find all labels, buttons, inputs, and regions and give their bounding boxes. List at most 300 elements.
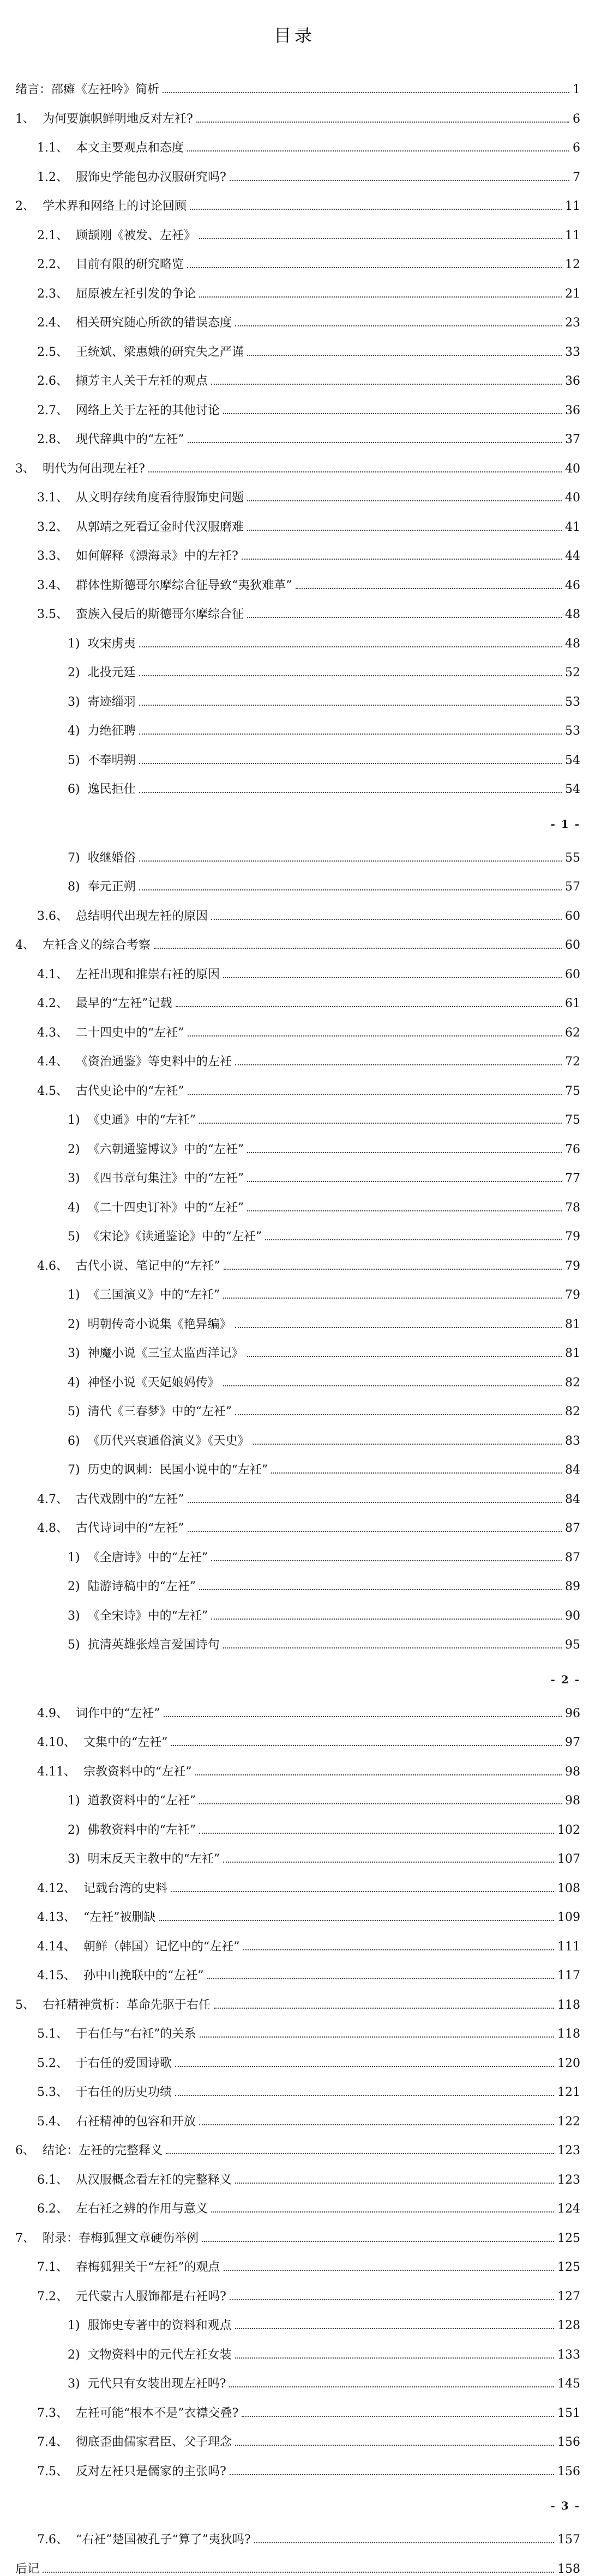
- toc-entry: [15, 1993, 580, 2011]
- toc-entry-page: 53: [565, 724, 580, 738]
- toc-entry-page: 21: [565, 287, 580, 301]
- toc-entry-title: 附录：春梅狐狸文章硬伤举例: [43, 2231, 199, 2245]
- toc-entry-title: 神怪小说《天妃娘妈传》: [87, 1375, 220, 1390]
- toc-entry-page: 156: [557, 2464, 580, 2478]
- dot-leader: [199, 1833, 554, 1834]
- toc-entry: [68, 1108, 580, 1126]
- toc-entry-number: 4.14、: [37, 1939, 76, 1954]
- toc-entry-number: 3.6、: [37, 909, 68, 923]
- toc-entry-page: 98: [565, 1765, 580, 1779]
- toc-entry-page: 53: [565, 695, 580, 709]
- toc-entry-number: 6.2、: [37, 2202, 68, 2216]
- toc-entry-title: 力绝征聘: [87, 724, 136, 738]
- toc-entry-title: 结论：左衽的完整释义: [43, 2144, 163, 2157]
- toc-entry-title: 顾颉刚《被发、左衽》: [76, 228, 196, 243]
- toc-entry-number: 2): [68, 1142, 80, 1156]
- dot-leader: [154, 948, 562, 949]
- toc-entry-page: 125: [557, 2231, 580, 2245]
- toc-entry-number: 3.5、: [37, 608, 68, 621]
- toc-entry-number: 2): [68, 1580, 80, 1593]
- toc-entry-title: 绪言：邵瘫《左衽吟》简析: [15, 83, 160, 96]
- toc-entry: [68, 748, 580, 767]
- toc-entry-page: 156: [557, 2435, 580, 2449]
- toc-entry: [68, 777, 580, 796]
- toc-entry-number: 6): [68, 783, 80, 796]
- toc-entry-title: 从文明存续角度看待服饰史问题: [76, 491, 244, 505]
- dot-leader: [247, 1210, 562, 1211]
- toc-entry-number: 5.2、: [37, 2056, 68, 2070]
- toc-entry-number: 3.3、: [37, 549, 68, 563]
- toc-entry-number: 2): [68, 2348, 80, 2362]
- toc-entry-title: 古代小说、笔记中的“左衽”: [76, 1259, 220, 1273]
- toc-entry-page: 7: [573, 170, 580, 184]
- toc-entry-title: 《三国演义》中的“左衽”: [87, 1288, 220, 1302]
- toc-entry-title: 从郭靖之死看辽金时代汉服磨难: [76, 520, 244, 534]
- toc-entry-title: 如何解释《漂海录》中的左衽?: [76, 549, 238, 563]
- toc-entry: [37, 1079, 580, 1098]
- toc-entry: [37, 2430, 580, 2448]
- dot-leader: [211, 1560, 562, 1561]
- toc-entry: [68, 2372, 580, 2390]
- toc-entry-page: 46: [565, 578, 580, 592]
- toc-entry-page: 60: [565, 967, 580, 981]
- toc-entry-number: 3): [68, 1172, 80, 1185]
- toc-entry-title: 最早的“左衽”记载: [76, 997, 172, 1010]
- toc-entry-page: 81: [565, 1317, 580, 1331]
- dot-leader: [235, 1064, 562, 1065]
- toc-entry-page: 117: [557, 1969, 580, 1983]
- toc-entry-page: 82: [565, 1375, 580, 1390]
- dot-leader: [247, 617, 562, 618]
- toc-entry-number: 5.1、: [37, 2027, 68, 2041]
- dot-leader: [247, 355, 562, 356]
- toc-entry-number: 6): [68, 1434, 80, 1448]
- toc-entry-number: 8): [68, 880, 80, 894]
- toc-entry: [68, 875, 580, 893]
- toc-entry-page: 158: [557, 2562, 580, 2576]
- toc-entry-page: 125: [557, 2260, 580, 2274]
- toc-entry: [37, 1516, 580, 1535]
- toc-entry-title: 明朝传奇小说集《艳异编》: [87, 1317, 232, 1331]
- toc-entry-page: 48: [565, 608, 580, 621]
- toc-entry-number: 3): [68, 1609, 80, 1623]
- toc-entry-title: 反对左衽只是儒家的主张吗?: [76, 2464, 226, 2478]
- toc-entry-number: 7.6、: [37, 2533, 68, 2547]
- dot-leader: [223, 1385, 562, 1386]
- toc-entry-number: 4): [68, 724, 80, 738]
- dot-leader: [190, 209, 562, 210]
- toc-entry-page: 151: [557, 2406, 580, 2420]
- toc-entry-title: 从汉服概念看左衽的完整释义: [76, 2173, 232, 2187]
- toc-entry: [15, 2138, 580, 2157]
- toc-entry-page: 128: [557, 2319, 580, 2332]
- toc-entry-page: 127: [557, 2289, 580, 2304]
- toc-entry-number: 2.5、: [37, 345, 68, 359]
- toc-entry-number: 7): [68, 851, 80, 865]
- toc-entry: [37, 486, 580, 504]
- toc-entry-page: 52: [565, 666, 580, 680]
- toc-entry: [68, 846, 580, 864]
- toc-entry: [37, 223, 580, 242]
- dot-leader: [223, 1298, 562, 1299]
- toc-entry: [68, 1196, 580, 1214]
- dot-leader: [211, 919, 562, 920]
- toc-entry-title: 北投元廷: [87, 666, 136, 680]
- dot-leader: [235, 2328, 554, 2329]
- toc-entry-number: 3): [68, 1852, 80, 1866]
- toc-entry-page: 78: [565, 1201, 580, 1215]
- toc-entry-page: 108: [557, 1881, 580, 1895]
- toc-entry-title: 总结明代出现左衽的原因: [76, 909, 208, 923]
- dot-leader: [195, 1774, 562, 1775]
- dot-leader: [214, 2008, 554, 2009]
- toc-entry-title: 撷芳主人关于左衽的观点: [76, 374, 208, 388]
- toc-entry-number: 2.8、: [37, 433, 68, 446]
- toc-entry-page: 36: [565, 374, 580, 388]
- toc-entry-page: 48: [565, 637, 580, 651]
- toc-entry: [68, 660, 580, 679]
- toc-entry-number: 4.5、: [37, 1084, 68, 1098]
- toc-entry-number: 5): [68, 1405, 80, 1419]
- toc-entry-page: 89: [565, 1580, 580, 1593]
- toc-entry-page: 1: [573, 83, 580, 96]
- toc-entry: [37, 340, 580, 359]
- toc-entry-number: 5、: [15, 1998, 35, 2012]
- dot-leader: [175, 2095, 554, 2096]
- toc-entry: [37, 544, 580, 562]
- toc-entry-page: 118: [557, 1998, 580, 2012]
- toc-entry-title: 元代蒙古人服饰都是右衽吗?: [76, 2289, 226, 2304]
- toc-entry: [37, 1876, 580, 1895]
- toc-entry-number: 2、: [15, 199, 35, 213]
- toc-entry-title: 不奉明朔: [87, 753, 136, 767]
- toc-entry: [68, 1283, 580, 1301]
- toc-entry: [37, 369, 580, 387]
- toc-entry: [68, 1818, 580, 1836]
- dot-leader: [187, 150, 569, 151]
- toc-entry-page: 11: [565, 199, 580, 213]
- toc-entry-number: 4.4、: [37, 1055, 68, 1069]
- dot-leader: [175, 2066, 554, 2067]
- toc-entry-number: 3.1、: [37, 491, 68, 505]
- page-number-marker: - 2 -: [550, 1672, 580, 1686]
- toc-entry-number: 4.11、: [37, 1765, 76, 1779]
- dot-leader: [247, 1152, 562, 1153]
- toc-entry: [37, 2022, 580, 2040]
- toc-entry: [37, 1701, 580, 1720]
- toc-entry-number: 1): [68, 1794, 80, 1808]
- toc-entry: [37, 2110, 580, 2128]
- dot-leader: [229, 2386, 554, 2387]
- toc-entry-title: “左衽”被删缺: [83, 1911, 156, 1924]
- dot-leader: [242, 2416, 554, 2417]
- toc-entry: [15, 77, 580, 96]
- dot-leader: [171, 1745, 562, 1746]
- toc-entry-number: 1.1、: [37, 141, 68, 155]
- toc-entry-number: 7.2、: [37, 2289, 68, 2304]
- toc-entry-page: 95: [565, 1638, 580, 1652]
- toc-entry: [37, 904, 580, 923]
- toc-entry-page: 111: [557, 1939, 580, 1954]
- dot-leader: [271, 1472, 562, 1474]
- toc-entry: [37, 2080, 580, 2099]
- dot-leader: [200, 2036, 555, 2038]
- toc-entry-number: 3): [68, 2377, 80, 2391]
- dot-leader: [223, 1647, 562, 1648]
- toc-entry: [68, 632, 580, 650]
- toc-entry-page: 124: [557, 2202, 580, 2216]
- toc-entry: [68, 2313, 580, 2332]
- toc-entry: [37, 136, 580, 154]
- toc-entry-page: 77: [565, 1172, 580, 1185]
- toc-entry-number: 4): [68, 1375, 80, 1390]
- toc-entry-title: 清代《三春梦》中的“左衽”: [87, 1405, 232, 1419]
- toc-entry-title: 二十四史中的“左衽”: [76, 1026, 184, 1040]
- toc-entry-number: 5.3、: [37, 2086, 68, 2099]
- page-title: 目录: [273, 25, 315, 46]
- dot-leader: [247, 1181, 562, 1182]
- toc-entry-number: 6、: [15, 2144, 35, 2157]
- toc-entry-page: 79: [565, 1259, 580, 1273]
- toc-entry-number: 2.7、: [37, 403, 68, 417]
- toc-entry-title: 词作中的“左衽”: [76, 1706, 160, 1720]
- dot-leader: [139, 792, 562, 793]
- toc-entry-page: 6: [573, 112, 580, 126]
- toc-entry-title: 春梅狐狸关于“左衽”的观点: [76, 2260, 220, 2274]
- toc-entry: [37, 1487, 580, 1506]
- toc-entry-number: 4): [68, 1201, 80, 1215]
- toc-entry: [37, 2168, 580, 2186]
- toc-entry-page: 97: [565, 1736, 580, 1749]
- toc-entry-title: 王统斌、梁惠娥的研究失之严谨: [76, 345, 244, 359]
- toc-entry-title: 于右任与“右衽”的关系: [76, 2027, 196, 2041]
- toc-entry: [37, 1905, 580, 1924]
- toc-entry-number: 4.7、: [37, 1492, 68, 1506]
- toc-entry-number: 1): [68, 1550, 80, 1565]
- toc-entry-title: 《二十四史订补》中的“左衽”: [87, 1201, 244, 1215]
- toc-entry-number: 3.4、: [37, 578, 68, 592]
- toc-entry-number: 5): [68, 1230, 80, 1244]
- toc-entry-title: 后记: [15, 2562, 40, 2576]
- toc-entry: [68, 1604, 580, 1622]
- toc-entry: [68, 690, 580, 708]
- toc-entry-page: 123: [557, 2144, 580, 2157]
- toc-entry: [68, 1545, 580, 1564]
- dot-leader: [223, 1862, 554, 1863]
- toc-entry: [37, 427, 580, 446]
- dot-leader: [43, 2572, 554, 2573]
- toc-entry: [37, 515, 580, 534]
- dot-leader: [235, 2183, 554, 2184]
- toc-entry: [68, 1789, 580, 1807]
- toc-entry-title: 道教资料中的“左衽”: [87, 1794, 196, 1808]
- toc-entry-page: 6: [573, 141, 580, 155]
- toc-entry-page: 82: [565, 1405, 580, 1419]
- toc-entry-title: 孙中山挽联中的“左衽”: [83, 1969, 204, 1983]
- toc-entry-page: 120: [557, 2056, 580, 2070]
- toc-entry-title: 明代为何出现左衽?: [43, 462, 145, 476]
- toc-entry-title: “右衽”楚国被孔子“算了”夷狄吗?: [76, 2533, 251, 2547]
- toc-entry-title: 元代只有女装出现左衽吗?: [87, 2377, 226, 2391]
- toc-entry-title: 《六朝通鉴博议》中的“左衽”: [87, 1142, 244, 1156]
- toc-entry-number: 1、: [15, 112, 35, 126]
- toc-entry-page: 57: [565, 880, 580, 894]
- toc-entry-number: 4.9、: [37, 1706, 68, 1720]
- toc-entry: [37, 2284, 580, 2303]
- toc-entry: [37, 2051, 580, 2070]
- dot-leader: [230, 180, 569, 181]
- toc-entry-page: 84: [565, 1492, 580, 1506]
- toc-entry-number: 7.3、: [37, 2406, 68, 2420]
- toc-entry-title: 神魔小说《三宝太监西洋记》: [87, 1347, 244, 1360]
- toc-entry-title: 本文主要观点和态度: [76, 141, 184, 155]
- toc-entry-page: 123: [557, 2173, 580, 2187]
- dot-leader: [188, 442, 562, 443]
- dot-leader: [199, 238, 562, 239]
- toc-entry-page: 133: [557, 2348, 580, 2362]
- toc-entry-number: 5): [68, 753, 80, 767]
- toc-entry-number: 4.1、: [37, 967, 68, 981]
- toc-entry-title: 古代诗词中的“左衽”: [76, 1522, 184, 1535]
- toc-entry-page: 40: [565, 491, 580, 505]
- dot-leader: [176, 1006, 562, 1007]
- dot-leader: [235, 325, 562, 326]
- toc-entry-page: 72: [565, 1055, 580, 1069]
- toc-entry: [37, 398, 580, 417]
- dot-leader: [211, 1619, 562, 1620]
- dot-leader: [235, 2445, 554, 2446]
- toc-entry-number: 7): [68, 1463, 80, 1477]
- toc-entry-number: 4.2、: [37, 997, 68, 1010]
- toc-entry-title: 《史通》中的“左衽”: [87, 1113, 196, 1127]
- toc-entry-title: 服饰史专著中的资料和观点: [87, 2319, 232, 2332]
- toc-entry-page: 54: [565, 783, 580, 796]
- toc-entry-number: 4.10、: [37, 1736, 76, 1749]
- toc-entry-number: 4.8、: [37, 1522, 68, 1535]
- toc-entry-number: 1): [68, 2319, 80, 2332]
- dot-leader: [247, 530, 562, 531]
- toc-entry-number: 2): [68, 1317, 80, 1331]
- toc-entry-title: 逸民拒仕: [87, 783, 136, 796]
- toc-entry-title: 目前有限的研究略览: [76, 258, 184, 271]
- toc-entry-title: 朝鲜（韩国）记忆中的“左衽”: [83, 1939, 240, 1954]
- toc-entry-title: 宗教资料中的“左衽”: [83, 1765, 192, 1779]
- toc-entry-page: 44: [565, 549, 580, 563]
- dot-leader: [235, 2357, 554, 2359]
- toc-entry-title: 学术界和网络上的讨论回顾: [43, 199, 187, 213]
- dot-leader: [199, 1589, 562, 1590]
- toc-entry-title: 《全宋诗》中的“左衽”: [87, 1609, 208, 1623]
- toc-entry-number: 5.4、: [37, 2114, 68, 2129]
- toc-entry-page: 23: [565, 316, 580, 330]
- dot-leader: [139, 860, 562, 862]
- toc-entry-page: 122: [557, 2114, 580, 2129]
- toc-entry-number: 4.15、: [37, 1969, 76, 1983]
- toc-entry-title: 为何要旗帜鲜明地反对左衽?: [43, 112, 193, 126]
- toc-entry-page: 37: [565, 433, 580, 446]
- toc-entry-page: 81: [565, 1347, 580, 1360]
- toc-entry: [37, 2527, 580, 2546]
- toc-entry: [37, 1963, 580, 1982]
- dot-leader: [199, 1123, 562, 1124]
- toc-entry: [37, 282, 580, 300]
- toc-entry-title: 奉元正朔: [87, 880, 136, 894]
- toc-entry-page: 79: [565, 1230, 580, 1244]
- toc-entry-title: 陆游诗稿中的“左衽”: [87, 1580, 196, 1593]
- toc-entry: [37, 962, 580, 981]
- toc-entry-page: 90: [565, 1609, 580, 1623]
- toc-entry-page: 40: [565, 462, 580, 476]
- toc-entry: [68, 1166, 580, 1185]
- toc-entry-number: 1): [68, 1113, 80, 1127]
- toc-entry: [37, 2401, 580, 2420]
- toc-entry: [15, 107, 580, 125]
- toc-entry-page: 60: [565, 938, 580, 952]
- toc-entry: [15, 2226, 580, 2245]
- dot-leader: [223, 977, 562, 978]
- dot-leader: [243, 1949, 555, 1950]
- dot-leader: [230, 2299, 554, 2300]
- toc-entry: [68, 1633, 580, 1651]
- toc-entry-number: 3): [68, 695, 80, 709]
- toc-entry-title: 寄迹缁羽: [87, 695, 136, 709]
- dot-leader: [265, 1239, 562, 1240]
- dot-leader: [148, 471, 562, 472]
- toc-entry-page: 11: [565, 228, 580, 243]
- toc-entry-number: 4.6、: [37, 1259, 68, 1273]
- dot-leader: [166, 2153, 554, 2154]
- toc-entry-page: 54: [565, 753, 580, 767]
- toc-entry-page: 118: [557, 2027, 580, 2041]
- toc-entry-title: 《全唐诗》中的“左衽”: [87, 1550, 208, 1565]
- dot-leader: [207, 1978, 555, 1979]
- toc-entry-page: 157: [557, 2533, 580, 2547]
- toc-entry-page: 145: [557, 2377, 580, 2391]
- toc-entry: [37, 991, 580, 1010]
- toc-entry: [68, 719, 580, 737]
- toc-entry-page: 75: [565, 1084, 580, 1098]
- dot-leader: [139, 675, 562, 676]
- toc-entry-page: 41: [565, 520, 580, 534]
- toc-entry: [37, 311, 580, 329]
- toc-entry-page: 87: [565, 1550, 580, 1565]
- dot-leader: [202, 2241, 554, 2242]
- toc-entry-page: 76: [565, 1142, 580, 1156]
- toc-entry-page: 96: [565, 1706, 580, 1720]
- toc-entry-title: 抗清英雄张煌言爱国诗句: [87, 1638, 220, 1652]
- toc-entry-title: 现代辞典中的“左衽”: [76, 433, 184, 446]
- toc-entry-title: 文集中的“左衽”: [83, 1736, 168, 1749]
- toc-entry-title: 左衽出现和推崇右衽的原因: [76, 967, 220, 981]
- dot-leader: [196, 122, 569, 123]
- toc-entry: [37, 1760, 580, 1778]
- toc-entry-number: 1.2、: [37, 170, 68, 184]
- toc-entry-title: 于右任的爱国诗歌: [76, 2056, 172, 2070]
- dot-leader: [188, 1035, 562, 1037]
- toc-entry: [68, 1847, 580, 1865]
- toc-entry-page: 84: [565, 1463, 580, 1477]
- toc-entry: [68, 2343, 580, 2361]
- toc-entry-number: 2): [68, 1823, 80, 1837]
- toc-entry: [15, 457, 580, 475]
- toc-entry-title: 明末反天主教中的“左衽”: [87, 1852, 220, 1866]
- toc-entry-number: 4.3、: [37, 1026, 68, 1040]
- toc-entry: [37, 1050, 580, 1068]
- toc-entry-page: 60: [565, 909, 580, 923]
- toc-entry: [37, 1935, 580, 1953]
- toc-entry-number: 2.1、: [37, 228, 68, 243]
- dot-leader: [247, 500, 562, 501]
